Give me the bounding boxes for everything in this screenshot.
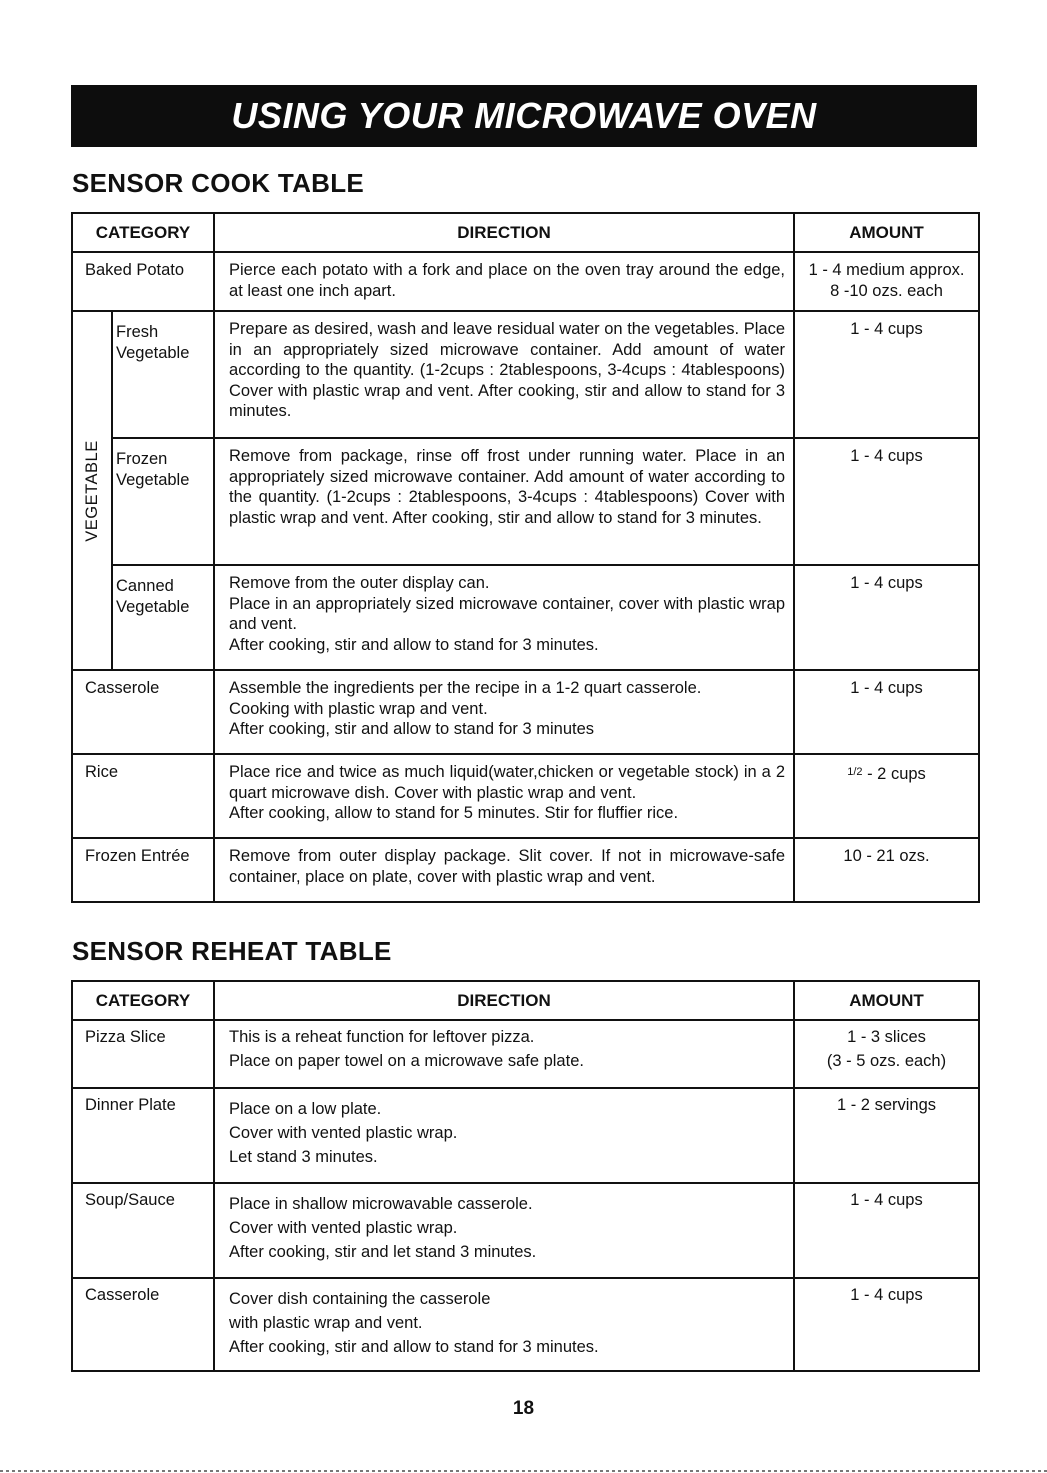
table-row	[72, 438, 979, 565]
direction-line: Let stand 3 minutes.	[229, 1148, 378, 1166]
direction-cell	[214, 1020, 794, 1088]
table-row	[72, 1088, 979, 1183]
table-row	[72, 1278, 979, 1371]
table-row	[72, 670, 979, 754]
category-cell: Canned Vegetable	[112, 565, 214, 670]
page-number: 18	[512, 1398, 535, 1419]
vegetable-group-label: VEGETABLE	[82, 439, 101, 542]
page-bottom-divider	[0, 1470, 1047, 1472]
cook-header-direction: DIRECTION	[214, 213, 794, 252]
category-cell: Rice	[72, 754, 214, 838]
table-row	[72, 838, 979, 902]
direction-cell: Remove from outer display package. Slit cover. If not in microwave-safe container, place on plate, cover with plastic wrap and vent.	[214, 838, 794, 902]
cook-header-category: CATEGORY	[72, 213, 214, 252]
direction-line: Place on a low plate.	[229, 1100, 382, 1118]
amount-cell: 10 - 21 ozs.	[794, 838, 979, 902]
category-cell: Baked Potato	[72, 252, 214, 311]
amount-fraction: 1/2	[847, 766, 863, 778]
amount-cell: 1 - 4 cups	[794, 1278, 979, 1371]
reheat-header-category: CATEGORY	[72, 981, 214, 1020]
direction-line: with plastic wrap and vent.	[229, 1314, 423, 1332]
direction-line: Place on paper towel on a microwave safe plate.	[229, 1052, 584, 1070]
amount-line: (3 - 5 ozs. each)	[826, 1052, 947, 1070]
amount-line: 8 -10 ozs. each	[830, 281, 943, 300]
page-banner	[71, 85, 977, 147]
category-cell: Pizza Slice	[72, 1020, 214, 1088]
table-row	[72, 1020, 979, 1088]
table-row	[72, 754, 979, 838]
amount-cell	[794, 754, 979, 838]
amount-line: 1 - 3 slices	[847, 1028, 926, 1046]
amount-line: 1 - 4 medium approx.	[808, 261, 965, 279]
direction-line: Place rice and twice as much liquid(water,chicken or vegetable stock) in a 2 quart microwave dish. Cover with plastic wrap and vent.	[229, 763, 786, 802]
amount-cell: 1 - 2 servings	[794, 1088, 979, 1183]
direction-line: Remove from the outer display can.	[229, 574, 490, 592]
amount-cell	[794, 1020, 979, 1088]
direction-line: Cover with vented plastic wrap.	[229, 1124, 458, 1142]
sensor-reheat-table	[71, 980, 980, 1372]
direction-cell: Prepare as desired, wash and leave residual water on the vegetables. Place in an appropriately sized microwave container. Add amount of water according to the quantity. (1-2cups : 2tablespoons, 3-4cups : 4tablespoons) Cover with plastic wrap and vent. After cooking, stir and allow to stand for 3 minutes.	[214, 311, 794, 438]
amount-cell: 1 - 4 cups	[794, 670, 979, 754]
direction-line: After cooking, stir and allow to stand for 3 minutes.	[229, 635, 599, 654]
cook-header-amount: AMOUNT	[794, 213, 979, 252]
sensor-reheat-title: SENSOR REHEAT TABLE	[72, 936, 392, 966]
direction-line: Assemble the ingredients per the recipe in a 1-2 quart casserole.	[229, 679, 702, 697]
direction-cell	[214, 565, 794, 670]
cook-header-row	[72, 213, 979, 252]
sensor-cook-table	[71, 212, 980, 903]
direction-line: Cooking with plastic wrap and vent.	[229, 699, 488, 718]
reheat-header-direction: DIRECTION	[214, 981, 794, 1020]
table-row	[72, 311, 979, 438]
direction-line: Cover with vented plastic wrap.	[229, 1219, 458, 1237]
direction-cell: Pierce each potato with a fork and place on the oven tray around the edge, at least one inch apart.	[214, 252, 794, 311]
amount-cell: 1 - 4 cups	[794, 565, 979, 670]
direction-cell	[214, 1278, 794, 1371]
reheat-header-amount: AMOUNT	[794, 981, 979, 1020]
sensor-cook-title: SENSOR COOK TABLE	[72, 168, 365, 198]
direction-cell	[214, 1088, 794, 1183]
amount-cell: 1 - 4 cups	[794, 438, 979, 565]
category-cell: Fresh Vegetable	[112, 311, 214, 438]
amount-cell: 1 - 4 cups	[794, 1183, 979, 1278]
table-row	[72, 252, 979, 311]
direction-cell: Remove from package, rinse off frost under running water. Place in an appropriately sized microwave container. Add amount of water according to the quantity. (1-2cups : 2tablespoons, 3-4cups : 4tablespoons) Cover with plastic wrap and vent. After cooking, stir and allow to stand for 3 minutes.	[214, 438, 794, 565]
direction-cell	[214, 754, 794, 838]
direction-line: After cooking, allow to stand for 5 minutes. Stir for fluffier rice.	[229, 804, 679, 822]
banner-title: USING YOUR MICROWAVE OVEN	[231, 95, 817, 136]
vegetable-group-cell	[72, 311, 112, 670]
direction-line: After cooking, stir and let stand 3 minutes.	[229, 1243, 537, 1261]
table-row	[72, 1183, 979, 1278]
category-cell: Frozen Entrée	[72, 838, 214, 902]
direction-line: After cooking, stir and allow to stand for 3 minutes	[229, 720, 595, 738]
category-cell: Frozen Vegetable	[112, 438, 214, 565]
category-cell: Casserole	[72, 670, 214, 754]
amount-cell	[794, 252, 979, 311]
direction-line: Place in an appropriately sized microwave container, cover with plastic wrap and vent.	[229, 594, 786, 633]
amount-cell: 1 - 4 cups	[794, 311, 979, 438]
amount-text: - 2 cups	[862, 765, 926, 783]
direction-cell	[214, 1183, 794, 1278]
category-cell: Dinner Plate	[72, 1088, 214, 1183]
category-cell: Casserole	[72, 1278, 214, 1371]
direction-line: Cover dish containing the casserole	[229, 1290, 491, 1308]
direction-line: After cooking, stir and allow to stand for 3 minutes.	[229, 1338, 599, 1356]
table-row	[72, 565, 979, 670]
direction-line: This is a reheat function for leftover pizza.	[229, 1028, 535, 1046]
direction-line: Place in shallow microwavable casserole.	[229, 1195, 533, 1213]
reheat-header-row	[72, 981, 979, 1020]
category-cell: Soup/Sauce	[72, 1183, 214, 1278]
direction-cell	[214, 670, 794, 754]
